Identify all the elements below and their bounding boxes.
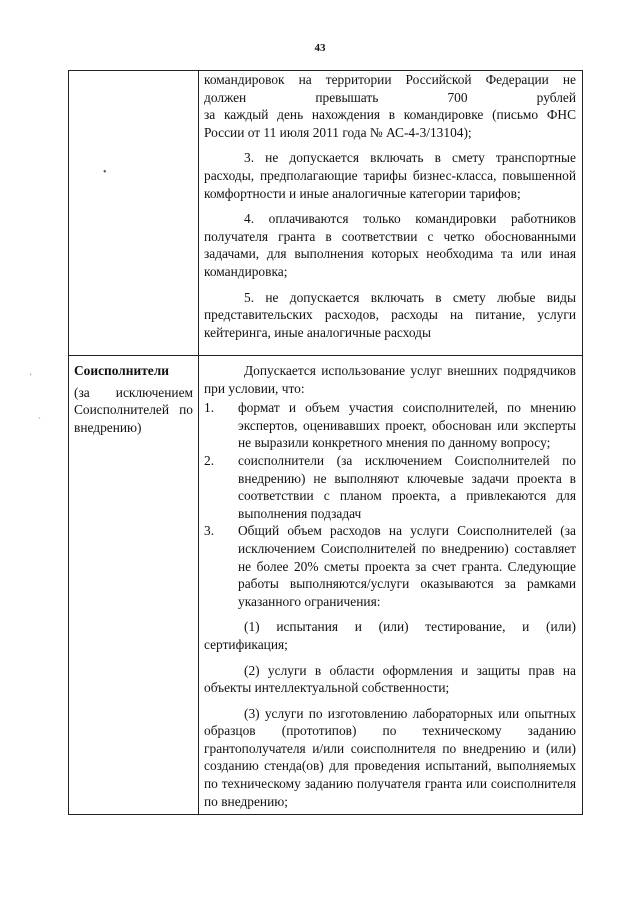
row2-right-cell: [199, 356, 583, 815]
item-text: соисполнители (за исключением Соисполнителей по внедрению) не выполняют ключевые задачи проекта в соответствии с планом проекта, а привлекаются для выполнения подзадач: [238, 452, 576, 521]
numbered-item: [204, 522, 576, 610]
item-number: 3.: [204, 523, 215, 539]
continuation-line1: командировок на территории Российской Федерации не: [204, 72, 576, 87]
numbered-item: [204, 399, 576, 452]
row2-intro: Допускается использование услуг внешних подрядчиков при условии, что:: [204, 363, 576, 396]
row-label-soispolniteli: Соисполнители: [74, 363, 169, 378]
margin-mark: ': [30, 372, 32, 382]
continuation-line2: должен превышать 700 рублей: [204, 89, 576, 105]
numbered-item: [204, 452, 576, 522]
row2-left-cell: [69, 356, 199, 815]
page-number: 43: [314, 42, 326, 54]
paragraph-item-4: 4. оплачиваются только командировки работников получателя гранта в соответствии с четко обоснованными задачами, для выполнения которых необходима та или иная командировка;: [204, 211, 576, 279]
row-label-note: (за исключением Соисполнителей по внедрению): [74, 384, 193, 435]
document-table: [68, 70, 583, 815]
margin-mark: `: [38, 416, 41, 426]
subitem-1: (1) испытания и (или) тестирование, и (или) сертификация;: [204, 619, 576, 652]
row1-left-cell: [69, 71, 199, 356]
subitem-2: (2) услуги в области оформления и защиты прав на объекты интеллектуальной собственности;: [204, 662, 576, 696]
scan-dot-mark: •: [103, 167, 107, 178]
paragraph-item-5: 5. не допускается включать в смету любые виды представительских расходов, расходы на питание, услуги кейтеринга, иные аналогичные расходы: [204, 289, 576, 340]
row1-right-cell: [199, 71, 583, 356]
item-text: формат и объем участия соисполнителей, по мнению экспертов, оценивавших проект, обоснован или эксперты не выразили конкретного мнения по данному вопросу;: [238, 400, 576, 451]
item-number: 2.: [204, 452, 215, 468]
item-text: Общий объем расходов на услуги Соисполнителей (за исключением Соисполнителей по внедрению) составляет не более 20% сметы проекта за счет гранта. Следующие работы выполняются/услуги оказываются за рамками указанного ограничения:: [238, 523, 576, 609]
continuation-rest: за каждый день нахождения в командировке (письмо ФНС России от 11 июля 2011 года № АС-4-3/13104);: [204, 107, 576, 140]
table-row: [69, 356, 583, 815]
item-number: 1.: [204, 400, 215, 416]
paragraph-item-3: 3. не допускается включать в смету транспортные расходы, предполагающие тарифы бизнес-класса, повышенной комфортности и иные аналогичные категории тарифов;: [204, 150, 576, 201]
subitem-3: (3) услуги по изготовлению лабораторных или опытных образцов (прототипов) по техническому заданию грантополучателя и/или соисполнителя по внедрению и (или) созданию стенда(ов) для проведения испытаний, выполняемых по техническому заданию получателя гранта или соисполнителя по внедрению;: [204, 705, 576, 809]
table-row: [69, 71, 583, 356]
